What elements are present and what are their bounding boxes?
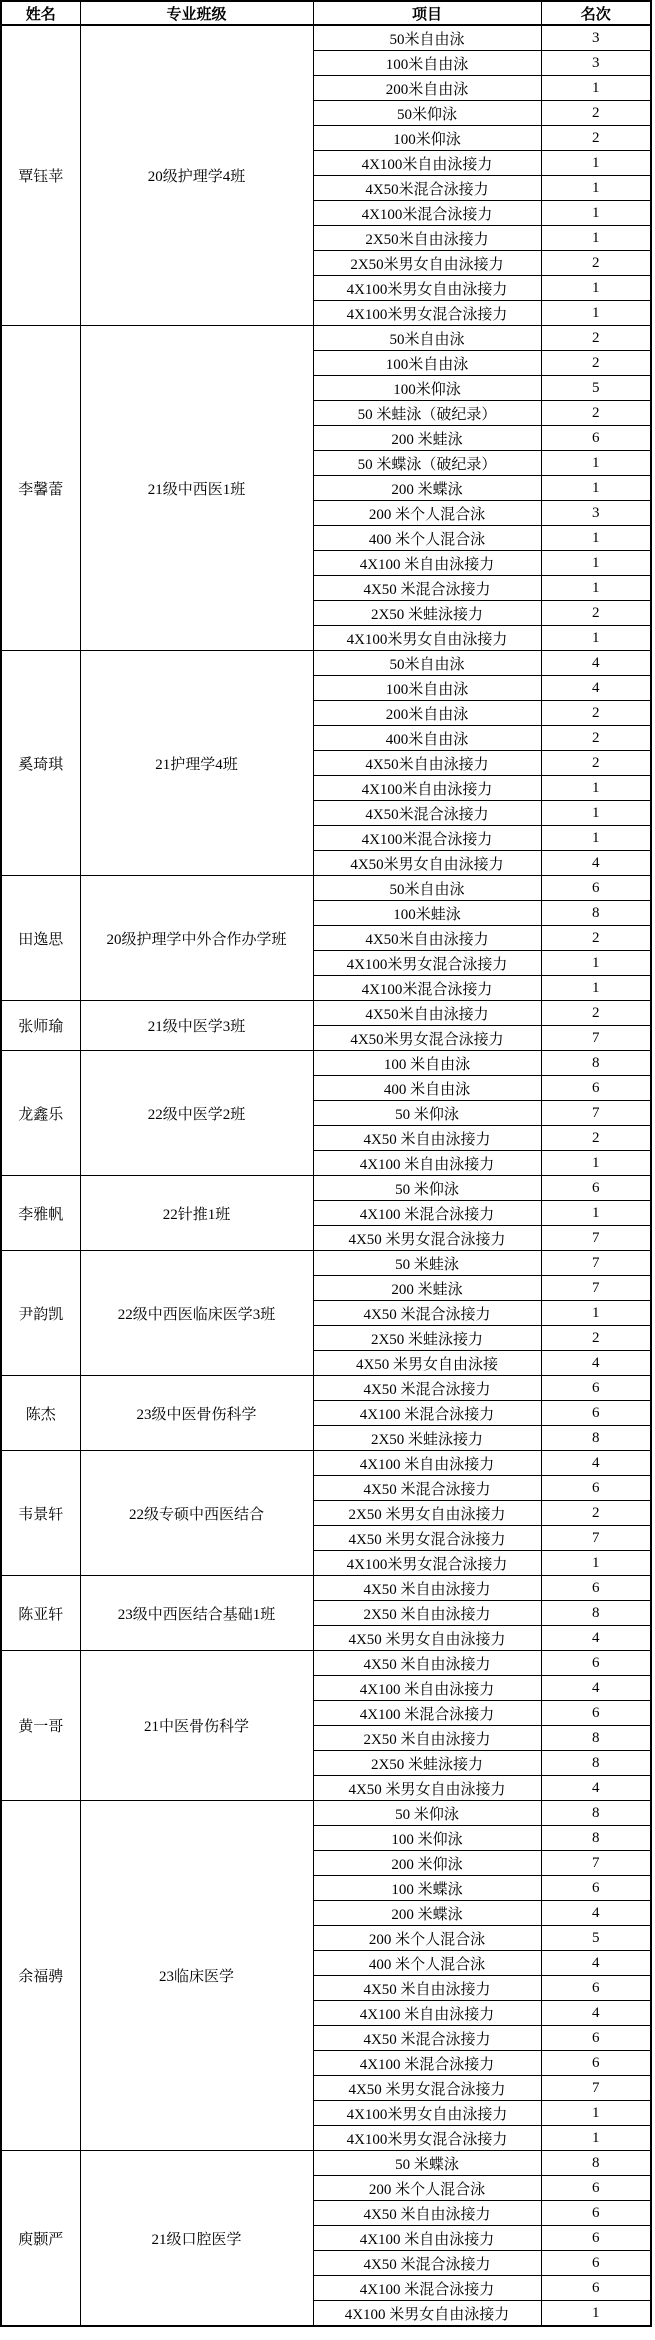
rank-cell: 7 bbox=[541, 1251, 651, 1276]
athlete-name-cell: 奚琦琪 bbox=[1, 651, 80, 876]
rank-cell: 1 bbox=[541, 776, 651, 801]
rank-cell: 1 bbox=[541, 826, 651, 851]
event-name-cell: 4X50米自由泳接力 bbox=[313, 1001, 541, 1026]
event-name-cell: 4X100 米自由泳接力 bbox=[313, 551, 541, 576]
rank-cell: 5 bbox=[541, 376, 651, 401]
event-name-cell: 4X100米男女自由泳接力 bbox=[313, 2101, 541, 2126]
event-name-cell: 4X100 米混合泳接力 bbox=[313, 1201, 541, 1226]
column-header-rank: 名次 bbox=[541, 1, 651, 25]
event-name-cell: 2X50 米蛙泳接力 bbox=[313, 1326, 541, 1351]
event-name-cell: 100米仰泳 bbox=[313, 376, 541, 401]
event-name-cell: 4X50 米自由泳接力 bbox=[313, 1126, 541, 1151]
rank-cell: 6 bbox=[541, 1701, 651, 1726]
rank-cell: 1 bbox=[541, 1201, 651, 1226]
rank-cell: 1 bbox=[541, 801, 651, 826]
event-name-cell: 4X50 米混合泳接力 bbox=[313, 576, 541, 601]
event-name-cell: 4X50 米男女自由泳接 bbox=[313, 1351, 541, 1376]
class-name-cell: 23级中医骨伤科学 bbox=[80, 1376, 313, 1451]
event-name-cell: 400米自由泳 bbox=[313, 726, 541, 751]
rank-cell: 4 bbox=[541, 1351, 651, 1376]
event-name-cell: 50 米蝶泳（破纪录） bbox=[313, 451, 541, 476]
event-name-cell: 200 米个人混合泳 bbox=[313, 501, 541, 526]
event-name-cell: 4X100米自由泳接力 bbox=[313, 151, 541, 176]
rank-cell: 2 bbox=[541, 1501, 651, 1526]
rank-cell: 6 bbox=[541, 876, 651, 901]
event-name-cell: 4X100 米混合泳接力 bbox=[313, 1701, 541, 1726]
event-name-cell: 4X100 米自由泳接力 bbox=[313, 1451, 541, 1476]
rank-cell: 4 bbox=[541, 676, 651, 701]
rank-cell: 1 bbox=[541, 2101, 651, 2126]
column-header-name: 姓名 bbox=[1, 1, 80, 25]
rank-cell: 6 bbox=[541, 1476, 651, 1501]
event-name-cell: 4X50米男女自由泳接力 bbox=[313, 851, 541, 876]
rank-cell: 1 bbox=[541, 451, 651, 476]
table-row bbox=[1, 326, 651, 351]
athlete-name-cell: 尹韵凯 bbox=[1, 1251, 80, 1376]
rank-cell: 6 bbox=[541, 1651, 651, 1676]
rank-cell: 1 bbox=[541, 176, 651, 201]
table-row bbox=[1, 2151, 651, 2176]
class-name-cell: 22级专硕中西医结合 bbox=[80, 1451, 313, 1576]
event-name-cell: 4X100米男女混合泳接力 bbox=[313, 1551, 541, 1576]
event-name-cell: 4X100 米自由泳接力 bbox=[313, 1151, 541, 1176]
rank-cell: 8 bbox=[541, 1051, 651, 1076]
rank-cell: 1 bbox=[541, 276, 651, 301]
class-name-cell: 21级中西医1班 bbox=[80, 326, 313, 651]
rank-cell: 6 bbox=[541, 2176, 651, 2201]
athlete-name-cell: 张师瑜 bbox=[1, 1001, 80, 1051]
event-name-cell: 4X100米男女混合泳接力 bbox=[313, 301, 541, 326]
event-name-cell: 4X50 米自由泳接力 bbox=[313, 1976, 541, 2001]
rank-cell: 1 bbox=[541, 1301, 651, 1326]
header-row bbox=[1, 1, 651, 25]
event-name-cell: 100米蛙泳 bbox=[313, 901, 541, 926]
rank-cell: 7 bbox=[541, 1276, 651, 1301]
rank-cell: 6 bbox=[541, 1376, 651, 1401]
event-name-cell: 4X100米男女自由泳接力 bbox=[313, 276, 541, 301]
rank-cell: 3 bbox=[541, 51, 651, 76]
event-name-cell: 4X50 米混合泳接力 bbox=[313, 1476, 541, 1501]
event-name-cell: 4X50 米男女混合泳接力 bbox=[313, 2076, 541, 2101]
rank-cell: 1 bbox=[541, 526, 651, 551]
rank-cell: 4 bbox=[541, 1901, 651, 1926]
rank-cell: 7 bbox=[541, 1101, 651, 1126]
rank-cell: 2 bbox=[541, 126, 651, 151]
event-name-cell: 2X50 米自由泳接力 bbox=[313, 1726, 541, 1751]
event-name-cell: 4X100米男女混合泳接力 bbox=[313, 951, 541, 976]
rank-cell: 1 bbox=[541, 76, 651, 101]
event-name-cell: 50米自由泳 bbox=[313, 651, 541, 676]
event-name-cell: 4X100米男女混合泳接力 bbox=[313, 2126, 541, 2151]
table-row bbox=[1, 651, 651, 676]
event-name-cell: 4X100米自由泳接力 bbox=[313, 776, 541, 801]
event-name-cell: 400 米个人混合泳 bbox=[313, 526, 541, 551]
rank-cell: 2 bbox=[541, 401, 651, 426]
column-header-event: 项目 bbox=[313, 1, 541, 25]
event-name-cell: 200 米个人混合泳 bbox=[313, 2176, 541, 2201]
rank-cell: 3 bbox=[541, 25, 651, 51]
rank-cell: 2 bbox=[541, 751, 651, 776]
rank-cell: 4 bbox=[541, 1676, 651, 1701]
rank-cell: 7 bbox=[541, 1026, 651, 1051]
event-name-cell: 200米自由泳 bbox=[313, 701, 541, 726]
table-row bbox=[1, 876, 651, 901]
rank-cell: 1 bbox=[541, 2126, 651, 2151]
athlete-name-cell: 李馨蕾 bbox=[1, 326, 80, 651]
event-name-cell: 2X50 米男女自由泳接力 bbox=[313, 1501, 541, 1526]
event-name-cell: 4X100米混合泳接力 bbox=[313, 201, 541, 226]
event-name-cell: 4X50 米男女自由泳接力 bbox=[313, 1626, 541, 1651]
event-name-cell: 4X100米男女自由泳接力 bbox=[313, 626, 541, 651]
rank-cell: 4 bbox=[541, 851, 651, 876]
class-name-cell: 21级中医学3班 bbox=[80, 1001, 313, 1051]
event-name-cell: 4X50 米男女自由泳接力 bbox=[313, 1776, 541, 1801]
rank-cell: 6 bbox=[541, 2226, 651, 2251]
athlete-name-cell: 陈杰 bbox=[1, 1376, 80, 1451]
event-name-cell: 50 米蛙泳 bbox=[313, 1251, 541, 1276]
class-name-cell: 20级护理学4班 bbox=[80, 25, 313, 326]
class-name-cell: 20级护理学中外合作办学班 bbox=[80, 876, 313, 1001]
rank-cell: 6 bbox=[541, 1976, 651, 2001]
rank-cell: 2 bbox=[541, 101, 651, 126]
rank-cell: 4 bbox=[541, 1951, 651, 1976]
rank-cell: 8 bbox=[541, 1726, 651, 1751]
event-name-cell: 200 米蛙泳 bbox=[313, 426, 541, 451]
event-name-cell: 4X100 米自由泳接力 bbox=[313, 2226, 541, 2251]
event-name-cell: 100 米仰泳 bbox=[313, 1826, 541, 1851]
athlete-name-cell: 黄一哥 bbox=[1, 1651, 80, 1801]
class-name-cell: 21中医骨伤科学 bbox=[80, 1651, 313, 1801]
event-name-cell: 50 米蛙泳（破纪录） bbox=[313, 401, 541, 426]
event-name-cell: 2X50 米蛙泳接力 bbox=[313, 1426, 541, 1451]
rank-cell: 2 bbox=[541, 1001, 651, 1026]
rank-cell: 2 bbox=[541, 251, 651, 276]
athlete-name-cell: 覃钰苹 bbox=[1, 25, 80, 326]
rank-cell: 4 bbox=[541, 2001, 651, 2026]
table-row bbox=[1, 1451, 651, 1476]
event-name-cell: 50 米仰泳 bbox=[313, 1101, 541, 1126]
event-name-cell: 4X50 米混合泳接力 bbox=[313, 2251, 541, 2276]
event-name-cell: 100米自由泳 bbox=[313, 351, 541, 376]
event-name-cell: 100 米自由泳 bbox=[313, 1051, 541, 1076]
rank-cell: 4 bbox=[541, 1451, 651, 1476]
athlete-name-cell: 余福骋 bbox=[1, 1801, 80, 2151]
event-name-cell: 4X50米自由泳接力 bbox=[313, 751, 541, 776]
rank-cell: 2 bbox=[541, 351, 651, 376]
event-name-cell: 4X50 米混合泳接力 bbox=[313, 1376, 541, 1401]
event-name-cell: 2X50 米自由泳接力 bbox=[313, 1601, 541, 1626]
rank-cell: 1 bbox=[541, 576, 651, 601]
table-row bbox=[1, 1376, 651, 1401]
class-name-cell: 23临床医学 bbox=[80, 1801, 313, 2151]
event-name-cell: 200 米蝶泳 bbox=[313, 1901, 541, 1926]
rank-cell: 2 bbox=[541, 926, 651, 951]
rank-cell: 6 bbox=[541, 2276, 651, 2301]
event-name-cell: 2X50米自由泳接力 bbox=[313, 226, 541, 251]
event-name-cell: 200 米蝶泳 bbox=[313, 476, 541, 501]
rank-cell: 2 bbox=[541, 701, 651, 726]
rank-cell: 8 bbox=[541, 1601, 651, 1626]
rank-cell: 3 bbox=[541, 501, 651, 526]
rank-cell: 1 bbox=[541, 1151, 651, 1176]
event-name-cell: 4X100 米混合泳接力 bbox=[313, 1401, 541, 1426]
rank-cell: 1 bbox=[541, 476, 651, 501]
rank-cell: 1 bbox=[541, 2301, 651, 2327]
rank-cell: 1 bbox=[541, 226, 651, 251]
rank-cell: 6 bbox=[541, 1176, 651, 1201]
rank-cell: 1 bbox=[541, 301, 651, 326]
rank-cell: 6 bbox=[541, 1076, 651, 1101]
rank-cell: 7 bbox=[541, 1526, 651, 1551]
event-name-cell: 50米自由泳 bbox=[313, 876, 541, 901]
event-name-cell: 200米自由泳 bbox=[313, 76, 541, 101]
athlete-name-cell: 龙鑫乐 bbox=[1, 1051, 80, 1176]
class-name-cell: 23级中西医结合基础1班 bbox=[80, 1576, 313, 1651]
event-name-cell: 2X50 米蛙泳接力 bbox=[313, 1751, 541, 1776]
event-name-cell: 50米自由泳 bbox=[313, 326, 541, 351]
rank-cell: 1 bbox=[541, 951, 651, 976]
rank-cell: 8 bbox=[541, 1826, 651, 1851]
event-name-cell: 400 米自由泳 bbox=[313, 1076, 541, 1101]
class-name-cell: 22针推1班 bbox=[80, 1176, 313, 1251]
event-name-cell: 200 米个人混合泳 bbox=[313, 1926, 541, 1951]
rank-cell: 1 bbox=[541, 551, 651, 576]
event-name-cell: 4X50 米男女混合泳接力 bbox=[313, 1526, 541, 1551]
table-row bbox=[1, 1001, 651, 1026]
event-name-cell: 4X50米混合泳接力 bbox=[313, 801, 541, 826]
rank-cell: 7 bbox=[541, 1851, 651, 1876]
event-name-cell: 4X100 米自由泳接力 bbox=[313, 1676, 541, 1701]
rank-cell: 1 bbox=[541, 976, 651, 1001]
event-name-cell: 200 米仰泳 bbox=[313, 1851, 541, 1876]
athlete-name-cell: 韦景轩 bbox=[1, 1451, 80, 1576]
athlete-name-cell: 庾颢严 bbox=[1, 2151, 80, 2327]
rank-cell: 2 bbox=[541, 601, 651, 626]
rank-cell: 6 bbox=[541, 1576, 651, 1601]
event-name-cell: 4X100 米男女自由泳接力 bbox=[313, 2301, 541, 2327]
rank-cell: 5 bbox=[541, 1926, 651, 1951]
event-name-cell: 100米自由泳 bbox=[313, 51, 541, 76]
event-name-cell: 50 米仰泳 bbox=[313, 1176, 541, 1201]
table-row bbox=[1, 1651, 651, 1676]
results-table-body bbox=[1, 25, 651, 2326]
event-name-cell: 4X50米自由泳接力 bbox=[313, 926, 541, 951]
rank-cell: 6 bbox=[541, 2201, 651, 2226]
rank-cell: 8 bbox=[541, 901, 651, 926]
event-name-cell: 4X100米混合泳接力 bbox=[313, 826, 541, 851]
rank-cell: 1 bbox=[541, 201, 651, 226]
event-name-cell: 4X50 米混合泳接力 bbox=[313, 1301, 541, 1326]
rank-cell: 6 bbox=[541, 1876, 651, 1901]
table-row bbox=[1, 1251, 651, 1276]
rank-cell: 4 bbox=[541, 1776, 651, 1801]
rank-cell: 2 bbox=[541, 1326, 651, 1351]
event-name-cell: 4X50米男女混合泳接力 bbox=[313, 1026, 541, 1051]
rank-cell: 6 bbox=[541, 426, 651, 451]
event-name-cell: 50米自由泳 bbox=[313, 25, 541, 51]
event-name-cell: 4X100 米混合泳接力 bbox=[313, 2051, 541, 2076]
event-name-cell: 4X50 米自由泳接力 bbox=[313, 2201, 541, 2226]
event-name-cell: 4X50 米男女混合泳接力 bbox=[313, 1226, 541, 1251]
class-name-cell: 21护理学4班 bbox=[80, 651, 313, 876]
table-row bbox=[1, 1576, 651, 1601]
class-name-cell: 22级中医学2班 bbox=[80, 1051, 313, 1176]
event-name-cell: 4X50 米自由泳接力 bbox=[313, 1651, 541, 1676]
athlete-name-cell: 李雅帆 bbox=[1, 1176, 80, 1251]
rank-cell: 4 bbox=[541, 1626, 651, 1651]
event-name-cell: 100米自由泳 bbox=[313, 676, 541, 701]
rank-cell: 2 bbox=[541, 726, 651, 751]
event-name-cell: 100米仰泳 bbox=[313, 126, 541, 151]
table-row bbox=[1, 1176, 651, 1201]
rank-cell: 8 bbox=[541, 1801, 651, 1826]
athlete-name-cell: 陈亚轩 bbox=[1, 1576, 80, 1651]
rank-cell: 7 bbox=[541, 1226, 651, 1251]
rank-cell: 8 bbox=[541, 1751, 651, 1776]
rank-cell: 8 bbox=[541, 1426, 651, 1451]
rank-cell: 6 bbox=[541, 2251, 651, 2276]
rank-cell: 6 bbox=[541, 2026, 651, 2051]
table-row bbox=[1, 1051, 651, 1076]
rank-cell: 7 bbox=[541, 2076, 651, 2101]
rank-cell: 1 bbox=[541, 151, 651, 176]
event-name-cell: 50米仰泳 bbox=[313, 101, 541, 126]
table-row bbox=[1, 25, 651, 51]
rank-cell: 2 bbox=[541, 1126, 651, 1151]
event-name-cell: 4X50 米自由泳接力 bbox=[313, 1576, 541, 1601]
class-name-cell: 21级口腔医学 bbox=[80, 2151, 313, 2327]
event-name-cell: 50 米仰泳 bbox=[313, 1801, 541, 1826]
event-name-cell: 4X100 米自由泳接力 bbox=[313, 2001, 541, 2026]
event-name-cell: 400 米个人混合泳 bbox=[313, 1951, 541, 1976]
rank-cell: 8 bbox=[541, 2151, 651, 2176]
rank-cell: 6 bbox=[541, 2051, 651, 2076]
rank-cell: 1 bbox=[541, 1551, 651, 1576]
event-name-cell: 4X50米混合泳接力 bbox=[313, 176, 541, 201]
event-name-cell: 200 米蛙泳 bbox=[313, 1276, 541, 1301]
rank-cell: 4 bbox=[541, 651, 651, 676]
event-name-cell: 4X100 米混合泳接力 bbox=[313, 2276, 541, 2301]
column-header-class: 专业班级 bbox=[80, 1, 313, 25]
rank-cell: 6 bbox=[541, 1401, 651, 1426]
class-name-cell: 22级中西医临床医学3班 bbox=[80, 1251, 313, 1376]
rank-cell: 1 bbox=[541, 626, 651, 651]
rank-cell: 2 bbox=[541, 326, 651, 351]
event-name-cell: 4X50 米混合泳接力 bbox=[313, 2026, 541, 2051]
table-row bbox=[1, 1801, 651, 1826]
event-name-cell: 100 米蝶泳 bbox=[313, 1876, 541, 1901]
event-name-cell: 50 米蝶泳 bbox=[313, 2151, 541, 2176]
event-name-cell: 2X50 米蛙泳接力 bbox=[313, 601, 541, 626]
event-name-cell: 4X100米混合泳接力 bbox=[313, 976, 541, 1001]
athlete-name-cell: 田逸思 bbox=[1, 876, 80, 1001]
event-name-cell: 2X50米男女自由泳接力 bbox=[313, 251, 541, 276]
